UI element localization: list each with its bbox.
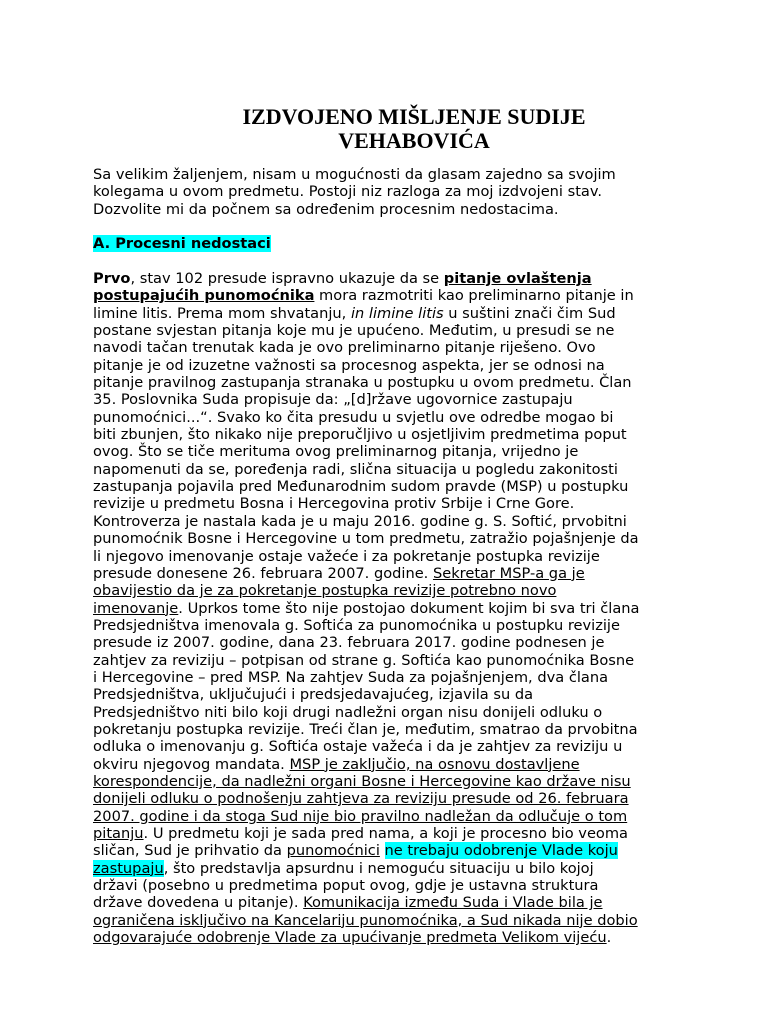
text-run: državi (posebno u predmetima poput ovog, gdje je ustavna struktura bbox=[93, 877, 599, 895]
body-line bbox=[93, 912, 683, 929]
text-run: odluka o imenovanju g. Softića ostaje važeća i da je zahtjev za reviziju u bbox=[93, 738, 623, 756]
text-run: korespondencije, da nadležni organi Bosne i Hercegovine kao države nisu bbox=[93, 772, 631, 790]
text-run: presude donesene 26. februara 2007. godine. bbox=[93, 564, 433, 582]
text-run: Predsjedništva, uključujući i predsjedavajućeg, izjavila su da bbox=[93, 686, 534, 704]
text-run: Prvo bbox=[93, 270, 131, 287]
text-run bbox=[380, 842, 385, 859]
text-run: . U predmetu koji je sada pred nama, a koji je procesno bio veoma bbox=[143, 825, 629, 842]
text-run: postupajućih punomoćnika bbox=[93, 287, 315, 305]
intro-line: Sa velikim žaljenjem, nisam u mogućnosti da glasam zajedno sa svojim bbox=[93, 166, 616, 183]
text-run: zahtjev za reviziju – potpisan od strane g. Softića kao punomoćnika Bosne bbox=[93, 651, 635, 669]
body-line bbox=[93, 565, 683, 582]
body-line bbox=[93, 877, 683, 894]
text-run: navodi tačan trenutak kada je ovo preliminarno pitanje riješeno. Ovo bbox=[93, 339, 596, 357]
text-run: pitanju bbox=[93, 825, 144, 842]
text-run: Predsjedništva imenovala g. Softića za punomoćnika u postupku revizije bbox=[93, 616, 620, 634]
text-run: Predsjedništvo niti bilo koji drugi nadležni organ nisu donijeli odluku o bbox=[93, 703, 603, 721]
text-run: biti zbunjen, što nikako nije preporučljivo u osjetljivim predmetima poput bbox=[93, 426, 627, 444]
body-line bbox=[93, 756, 683, 773]
text-run: mora razmotriti kao preliminarno pitanje in bbox=[314, 287, 634, 305]
body-line bbox=[93, 721, 683, 738]
body-line bbox=[93, 929, 683, 946]
body-line bbox=[93, 894, 683, 911]
body-line bbox=[93, 339, 683, 356]
body-line bbox=[93, 686, 683, 703]
body-line bbox=[93, 409, 683, 426]
body-line bbox=[93, 548, 683, 565]
text-run: revizije u predmetu Bosna i Hercegovina protiv Srbije i Crne Gore. bbox=[93, 495, 575, 513]
text-run: Komunikacija između Suda i Vlade bila je bbox=[303, 894, 603, 912]
body-line bbox=[93, 808, 683, 825]
text-run: limine litis. Prema mom shvatanju, bbox=[93, 304, 351, 322]
text-run: zastupanja pojavila pred Međunarodnim sudom pravde (MSP) u postupku bbox=[93, 478, 629, 496]
body-line bbox=[93, 842, 683, 859]
text-run: MSP je zaključio, na osnovu dostavljene bbox=[289, 755, 580, 773]
body-line bbox=[93, 513, 683, 530]
body-line bbox=[93, 461, 683, 478]
text-run: presude iz 2007. godine, dana 23. februara 2017. godine podnesen je bbox=[93, 634, 605, 652]
intro-line: kolegama u ovom predmetu. Postoji niz razloga za moj izdvojeni stav. bbox=[93, 183, 603, 201]
body-line bbox=[93, 600, 683, 617]
body-line bbox=[93, 374, 683, 391]
text-run: ovog. Što se tiče merituma ovog preliminarnog pitanja, vrijedno je bbox=[93, 443, 579, 461]
document-title-line1: IZDVOJENO MIŠLJENJE SUDIJE bbox=[242, 104, 586, 129]
text-run: Sekretar MSP-a ga je bbox=[432, 564, 585, 582]
text-run: in limine litis bbox=[350, 304, 444, 322]
text-run: donijeli odluku o podnošenju zahtjeva za reviziju presude od 26. februara bbox=[93, 790, 629, 808]
text-run: postane svjestan pitanja koje mu je upućeno. Međutim, u presudi se ne bbox=[93, 322, 615, 340]
body-line bbox=[93, 322, 683, 339]
text-run: punomoćnici bbox=[286, 842, 380, 860]
body-line bbox=[93, 669, 683, 686]
intro-line: Dozvolite mi da počnem sa određenim procesnim nedostacima. bbox=[93, 200, 559, 218]
body-line bbox=[93, 773, 683, 790]
body-line bbox=[93, 738, 683, 755]
section-heading-paragraph bbox=[93, 235, 683, 252]
text-run: države dovedena u pitanje). bbox=[93, 894, 304, 912]
text-run: imenovanje bbox=[93, 599, 179, 617]
text-run: obavijestio da je za pokretanje postupka revizije potrebno novo bbox=[93, 582, 557, 600]
body-line bbox=[93, 652, 683, 669]
text-run: sličan, Sud je prihvatio da bbox=[93, 842, 287, 860]
text-run: 35. Poslovnika Suda propisuje da: „[d]ržave ugovornice zastupaju bbox=[93, 391, 573, 409]
text-run: pitanje pravilnog zastupanja stranaka u postupku u ovom predmetu. Član bbox=[93, 374, 632, 392]
body-line bbox=[93, 634, 683, 651]
text-run: Kontroverza je nastala kada je u maju 2016. godine g. S. Softić, prvobitni bbox=[93, 512, 627, 530]
body-line bbox=[93, 860, 683, 877]
text-run: punomoćnik Bosne i Hercegovine u tom predmetu, zatražio pojašnjenje da bbox=[93, 530, 639, 548]
text-run: punomoćnici...“. Svako ko čita presudu u svjetlu ove odredbe mogao bi bbox=[93, 408, 614, 426]
text-run: pitanje ovlaštenja bbox=[443, 270, 592, 287]
body-line bbox=[93, 790, 683, 807]
text-run: pitanje je od izuzetne važnosti sa procesnog aspekta, jer se odnosi na bbox=[93, 356, 605, 374]
text-run: . Uprkos tome što nije postojao dokument kojim bi sva tri člana bbox=[178, 599, 640, 617]
body-line bbox=[93, 270, 683, 287]
text-run: , stav 102 presude ispravno ukazuje da se bbox=[130, 270, 444, 287]
body-line bbox=[93, 530, 683, 547]
text-run: odgovarajuće odobrenje Vlade za upućivanje predmeta Velikom vijeću bbox=[93, 929, 607, 947]
section-heading: A. Procesni nedostaci bbox=[93, 235, 271, 252]
body-line bbox=[93, 478, 683, 495]
body-line bbox=[93, 825, 683, 842]
text-run: ograničena isključivo na Kancelariju punomoćnika, a Sud nikada nije dobio bbox=[93, 911, 638, 929]
body-line bbox=[93, 357, 683, 374]
text-run: zastupaju bbox=[93, 859, 164, 877]
body-line bbox=[93, 495, 683, 512]
body-line bbox=[93, 391, 683, 408]
text-run: i Hercegovine – pred MSP. Na zahtjev Suda za pojašnjenjem, dva člana bbox=[93, 668, 609, 686]
intro-paragraph bbox=[93, 166, 683, 218]
body-line bbox=[93, 582, 683, 599]
text-run: pokretanju postupka revizije. Treći član je, međutim, smatrao da prvobitna bbox=[93, 720, 638, 738]
body-line bbox=[93, 426, 683, 443]
text-run: , što predstavlja apsurdnu i nemoguću situaciju u bilo kojoj bbox=[163, 859, 594, 877]
body-line bbox=[93, 287, 683, 304]
text-run: okviru njegovog mandata. bbox=[93, 755, 290, 773]
body-paragraph bbox=[93, 270, 683, 946]
text-run: . bbox=[606, 929, 612, 947]
text-run: ne trebaju odobrenje Vlade koju bbox=[384, 842, 618, 860]
text-run: 2007. godine i da stoga Sud nije bio pravilno nadležan da odlučuje o tom bbox=[93, 807, 628, 825]
text-run: li njegovo imenovanje ostaje važeće i za pokretanje postupka revizije bbox=[93, 547, 600, 565]
text-run: napomenuti da se, poređenja radi, slična situacija u pogledu zakonitosti bbox=[93, 460, 618, 478]
document-title-line2: VEHABOVIĆA bbox=[338, 128, 490, 153]
body-line bbox=[93, 617, 683, 634]
text-run: u suštini znači čim Sud bbox=[443, 304, 616, 322]
body-line bbox=[93, 305, 683, 322]
body-line bbox=[93, 704, 683, 721]
body-line bbox=[93, 443, 683, 460]
